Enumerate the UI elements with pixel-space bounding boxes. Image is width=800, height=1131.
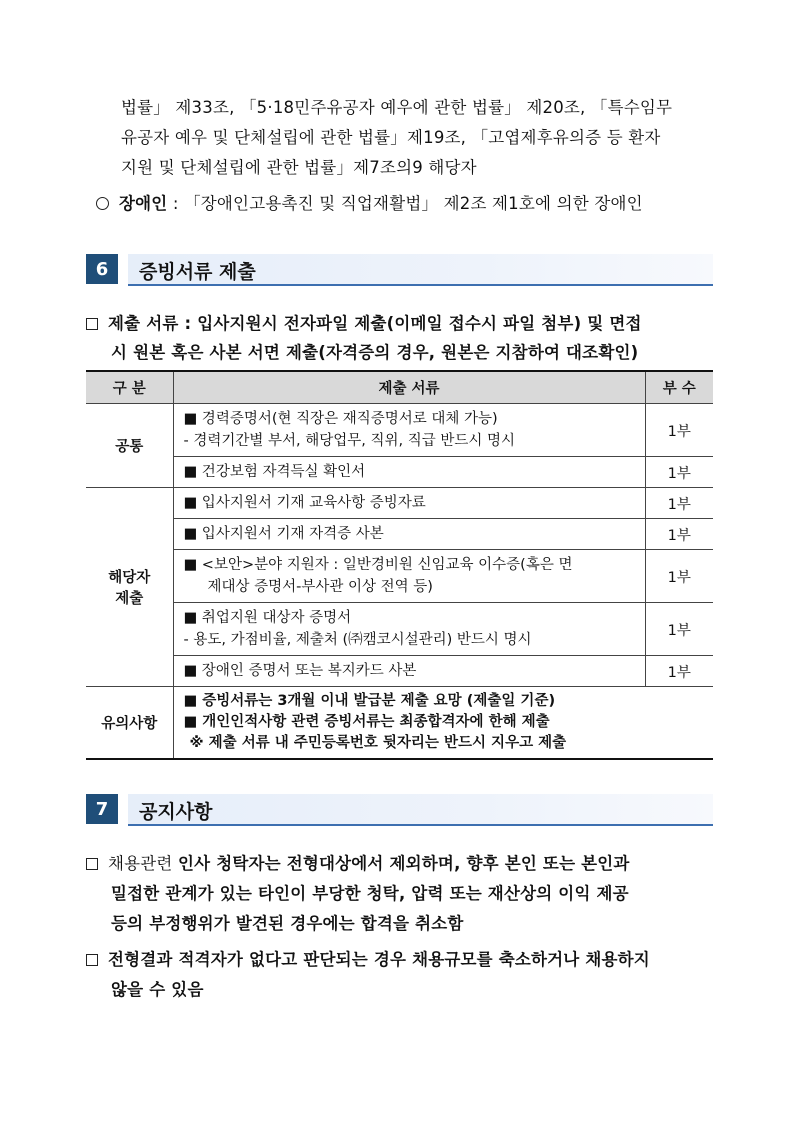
square-bullet-icon	[86, 954, 98, 966]
table-row	[86, 603, 713, 656]
category-applicable-line-1: 해당자	[108, 570, 151, 586]
document-count: 1부	[645, 550, 713, 603]
table-row	[86, 550, 713, 603]
note-line: ■ 개인인적사항 관련 증빙서류는 최종합격자에 한해 제출	[183, 714, 550, 730]
table-row	[86, 687, 713, 760]
section-7-header-bar	[128, 794, 713, 826]
intro-line-3: 지원 및 단체설립에 관한 법률」제7조의9 해당자	[121, 158, 477, 177]
document-item	[173, 550, 645, 603]
section-7-title: 공지사항	[139, 801, 213, 823]
section-6-bullet	[86, 310, 642, 334]
square-bullet-icon	[86, 858, 98, 870]
notice-item-1	[86, 850, 630, 874]
header-documents: 제출 서류	[173, 371, 645, 404]
header-category: 구 분	[86, 371, 173, 404]
section-6-title: 증빙서류 제출	[139, 261, 256, 283]
category-applicable-line-2: 제출	[115, 591, 144, 607]
section-6-bullet-line-1: 제출 서류 : 입사지원시 전자파일 제출(이메일 접수시 파일 첨부) 및 면접	[108, 314, 642, 333]
document-count: 1부	[645, 488, 713, 519]
intro-line-1: 법률」 제33조, 「5·18민주유공자 예우에 관한 법률」 제20조, 「특수임무	[121, 98, 673, 117]
document-line: ■ <보안>분야 지원자 : 일반경비원 신임교육 이수증(혹은 면	[183, 557, 573, 573]
notice-item-2	[86, 946, 650, 970]
table-row	[86, 519, 713, 550]
notice-2-line-2: 않을 수 있음	[111, 980, 204, 999]
table-row	[86, 488, 713, 519]
disability-item	[96, 190, 643, 214]
category-applicable	[86, 488, 173, 687]
document-item	[173, 603, 645, 656]
document-item: ■ 장애인 증명서 또는 복지카드 사본	[173, 656, 645, 687]
document-line: ■ 취업지원 대상자 증명서	[183, 610, 352, 626]
section-6-number: 6	[86, 254, 118, 284]
documents-table	[86, 370, 713, 760]
table-row	[86, 656, 713, 687]
table-header-row	[86, 371, 713, 404]
note-line: ※ 제출 서류 내 주민등록번호 뒷자리는 반드시 지우고 제출	[189, 735, 567, 751]
document-item: ■ 건강보험 자격득실 확인서	[173, 457, 645, 488]
table-row	[86, 404, 713, 457]
notice-1-prefix: 채용관련	[108, 854, 179, 873]
notice-1-line-1: 인사 청탁자는 전형대상에서 제외하며, 향후 본인 또는 본인과	[178, 854, 630, 873]
document-subline: - 용도, 가점비율, 제출처 (㈜캠코시설관리) 반드시 명시	[183, 632, 532, 648]
document-subline: - 경력기간별 부서, 해당업무, 직위, 직급 반드시 명시	[183, 433, 515, 449]
square-bullet-icon	[86, 318, 98, 330]
document-count: 1부	[645, 603, 713, 656]
notice-1-line-3: 등의 부정행위가 발견된 경우에는 합격을 취소함	[111, 914, 464, 933]
table-row	[86, 457, 713, 488]
note-line: ■ 증빙서류는 3개월 이내 발급분 제출 요망 (제출일 기준)	[183, 693, 556, 709]
category-common: 공통	[86, 404, 173, 488]
section-7-number: 7	[86, 794, 118, 824]
category-notes: 유의사항	[86, 687, 173, 760]
document-count: 1부	[645, 457, 713, 488]
document-subline: 제대상 증명서-부사관 이상 전역 등)	[207, 579, 433, 595]
notes-cell	[173, 687, 713, 760]
document-count: 1부	[645, 404, 713, 457]
document-count: 1부	[645, 519, 713, 550]
notice-2-line-1: 전형결과 적격자가 없다고 판단되는 경우 채용규모를 축소하거나 채용하지	[108, 950, 650, 969]
document-line: ■ 경력증명서(현 직장은 재직증명서로 대체 가능)	[183, 411, 498, 427]
section-6-bullet-line-2: 시 원본 혹은 사본 서면 제출(자격증의 경우, 원본은 지참하여 대조확인)	[111, 343, 639, 362]
document-item	[173, 404, 645, 457]
disability-text: : 「장애인고용촉진 및 직업재활법」 제2조 제1호에 의한 장애인	[167, 194, 643, 213]
document-count: 1부	[645, 656, 713, 687]
header-count: 부 수	[645, 371, 713, 404]
intro-line-2: 유공자 예우 및 단체설립에 관한 법률」제19조, 「고엽제후유의증 등 환자	[121, 128, 661, 147]
notice-1-line-2: 밀접한 관계가 있는 타인이 부당한 청탁, 압력 또는 재산상의 이익 제공	[111, 884, 629, 903]
document-item: ■ 입사지원서 기재 교육사항 증빙자료	[173, 488, 645, 519]
document-item: ■ 입사지원서 기재 자격증 사본	[173, 519, 645, 550]
circle-bullet-icon	[96, 197, 109, 210]
disability-label: 장애인	[119, 194, 168, 213]
